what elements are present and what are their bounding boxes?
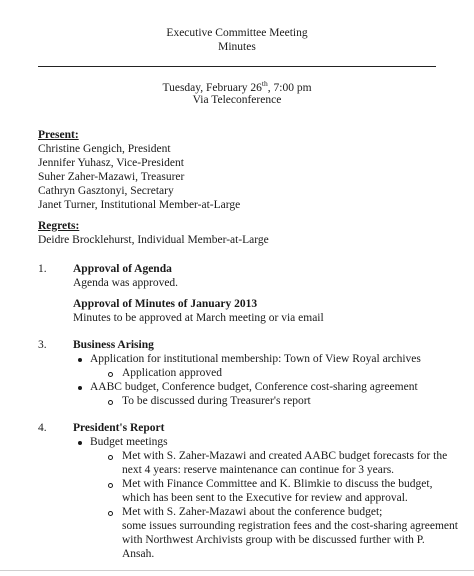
item-number: 4. xyxy=(38,422,47,434)
present-member: Cathryn Gasztonyi, Secretary xyxy=(38,185,174,197)
sub-bullet-icon xyxy=(108,483,113,488)
sub-bullet-icon xyxy=(108,400,113,405)
document-title: Executive Committee Meeting xyxy=(166,27,308,39)
meeting-date: Tuesday, February 26th, 7:00 pm xyxy=(162,79,312,94)
sub-bullet-text: Met with S. Zaher-Mazawi and created AABC budget forecasts for the xyxy=(122,450,448,462)
bullet-text: Budget meetings xyxy=(90,436,168,448)
regrets-heading: Regrets: xyxy=(38,220,80,232)
present-heading: Present: xyxy=(38,129,79,141)
bullet-icon xyxy=(78,441,82,445)
document-subtitle: Minutes xyxy=(218,41,256,53)
item-number: 1. xyxy=(38,263,47,275)
bullet-text: Application for institutional membership: Town of View Royal archives xyxy=(90,353,421,365)
bullet-icon xyxy=(78,358,82,362)
bullet-icon xyxy=(78,386,82,390)
sub-bullet-text: some issues surrounding registration fees and the cost-sharing agreement xyxy=(122,520,458,532)
sub-bullet-text: Met with S. Zaher-Mazawi about the conference budget; xyxy=(122,506,383,518)
present-member: Janet Turner, Institutional Member-at-Large xyxy=(38,199,241,211)
sub-bullet-text: next 4 years: reserve maintenance can continue for 3 years. xyxy=(122,464,395,476)
sub-bullet-text: To be discussed during Treasurer's report xyxy=(122,395,311,407)
sub-bullet-text: which has been sent to the Executive for review and approval. xyxy=(122,492,408,504)
bullet-text: AABC budget, Conference budget, Conference cost-sharing agreement xyxy=(90,381,418,393)
sub-bullet-icon xyxy=(108,372,113,377)
header-rule xyxy=(38,66,436,67)
present-member: Suher Zaher-Mazawi, Treasurer xyxy=(38,171,185,183)
item-number: 3. xyxy=(38,339,47,351)
item-text: Agenda was approved. xyxy=(73,277,179,289)
regrets-member: Deidre Brocklehurst, Individual Member-at-Large xyxy=(38,234,269,246)
present-member: Christine Gengich, President xyxy=(38,143,171,155)
item-title: Approval of Agenda xyxy=(73,263,172,275)
item-text: Minutes to be approved at March meeting or via email xyxy=(73,312,324,324)
page-bottom-edge xyxy=(0,570,474,571)
item-title: President's Report xyxy=(73,422,165,434)
sub-bullet-icon xyxy=(108,455,113,460)
meeting-location: Via Teleconference xyxy=(192,94,282,106)
present-member: Jennifer Yuhasz, Vice-President xyxy=(38,157,184,169)
item-title: Approval of Minutes of January 2013 xyxy=(73,298,258,310)
sub-bullet-text: Met with Finance Committee and K. Blimkie to discuss the budget, xyxy=(122,478,433,490)
item-title: Business Arising xyxy=(73,339,154,351)
sub-bullet-text: with Northwest Archivists group with be discussed further with P. xyxy=(122,534,425,546)
sub-bullet-icon xyxy=(108,511,113,516)
sub-bullet-text: Ansah. xyxy=(122,548,155,560)
sub-bullet-text: Application approved xyxy=(122,367,222,379)
